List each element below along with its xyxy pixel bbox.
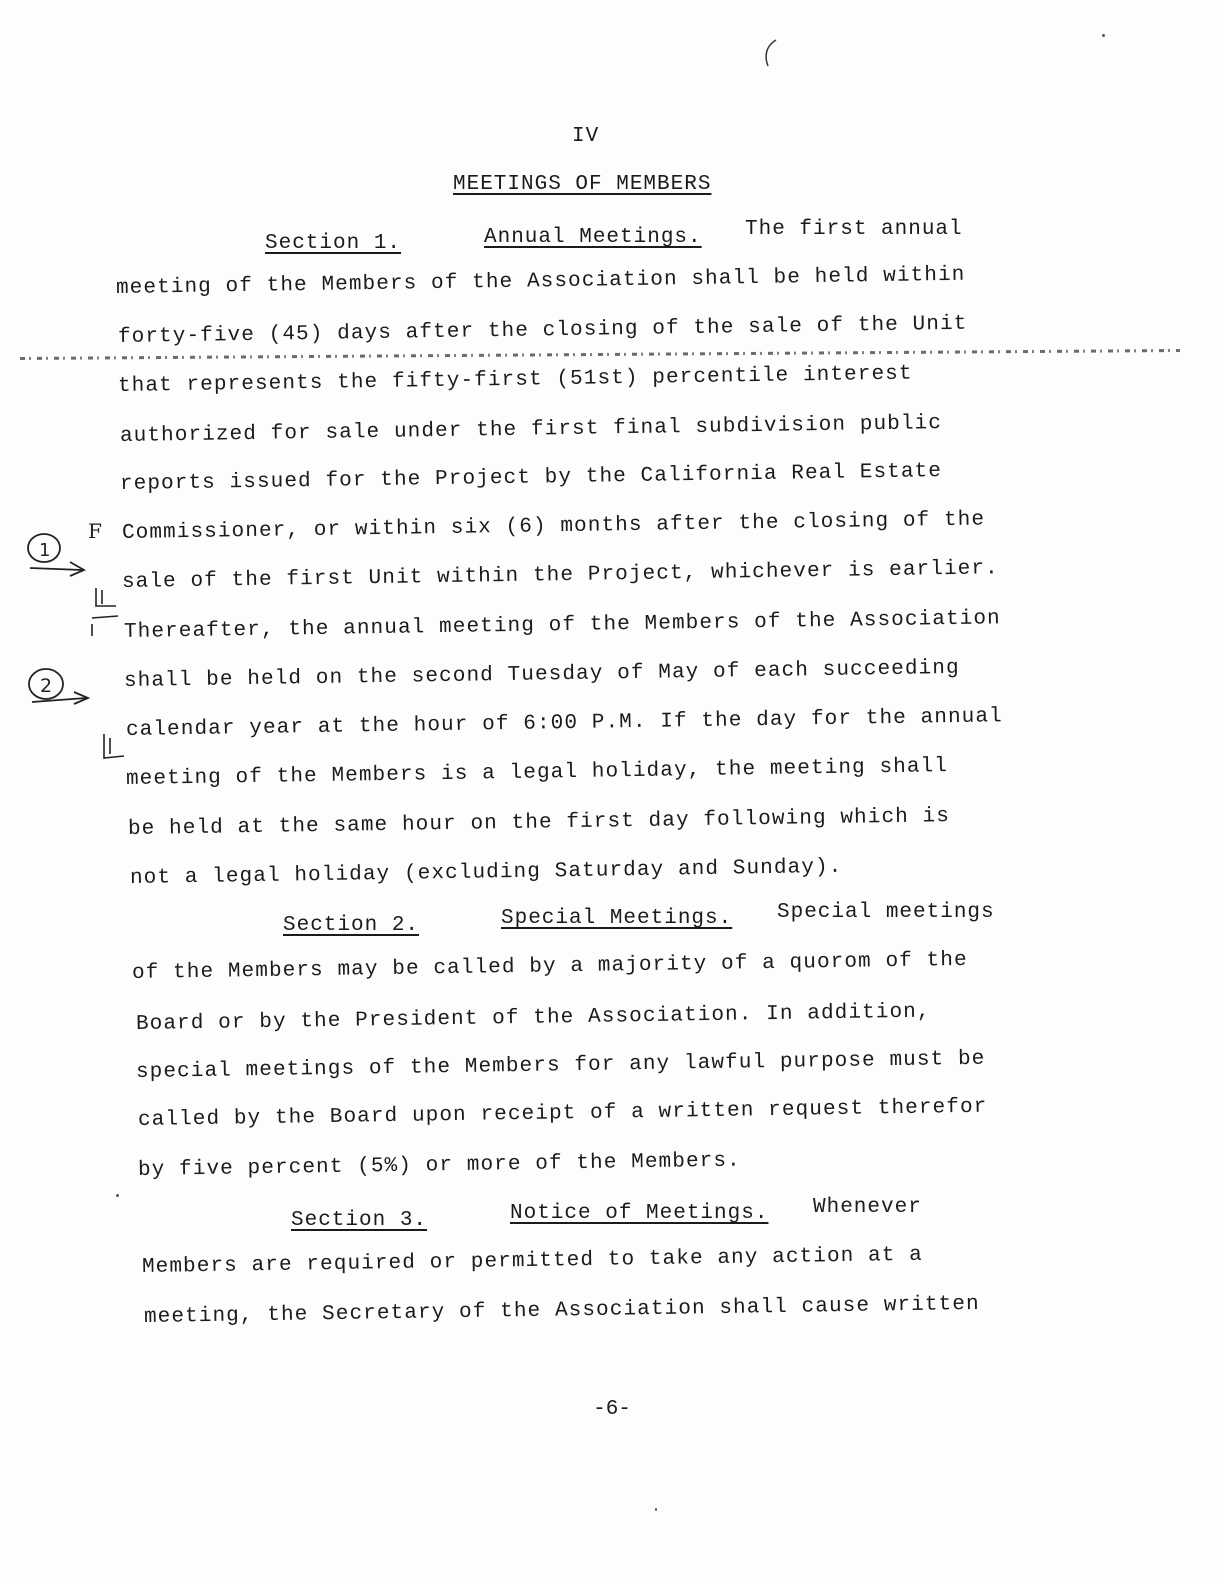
section-1-line: be held at the same hour on the first day following which is <box>127 805 951 841</box>
section-3-title: Notice of Meetings. <box>510 1202 769 1225</box>
flag-f-top: F <box>88 519 102 543</box>
section-1-line: that represents the fifty-first (51st) percentile interest <box>117 362 913 398</box>
section-1-line: calendar year at the hour of 6:00 P.M. If the day for the annual <box>125 705 1004 742</box>
section-1-line: Commissioner, or within six (6) months after the closing of the <box>121 508 986 545</box>
marker-1-text: 1 <box>39 540 51 561</box>
section-2-line: special meetings of the Members for any lawful purpose must be <box>135 1047 986 1084</box>
section-3-line: meeting, the Secretary of the Association shall cause written <box>143 1292 980 1329</box>
flag-l-text: L <box>100 605 101 606</box>
page-number: -6- <box>593 1398 631 1421</box>
section-1-line: authorized for sale under the first final subdivision public <box>119 412 943 448</box>
section-1-line: meeting of the Members of the Association shall be held within <box>115 263 966 300</box>
section-1-line: not a legal holiday (excluding Saturday and Sunday). <box>129 855 843 890</box>
section-3-label: Section 3. <box>291 1209 428 1232</box>
section-2-line: by five percent (5%) or more of the Members. <box>137 1149 741 1182</box>
bracket-mark <box>766 40 776 66</box>
section-2-title: Special Meetings. <box>501 907 733 930</box>
arrow-1-icon <box>30 562 84 576</box>
section-1-lead: The first annual <box>745 218 963 241</box>
section-1-line: reports issued for the Project by the California Real Estate <box>119 460 943 496</box>
section-2-line: Board or by the President of the Association. In addition, <box>135 1000 931 1036</box>
section-1-line: forty-five (45) days after the closing of the sale of the Unit <box>117 312 968 349</box>
section-3-line: Members are required or permitted to take any action at a <box>141 1243 924 1279</box>
flag-l-mark <box>96 588 116 606</box>
section-1-title: Annual Meetings. <box>484 226 702 249</box>
section-2-line: called by the Board upon receipt of a written request therefor <box>137 1095 988 1132</box>
section-2-lead: Special meetings <box>777 901 995 924</box>
marker-2-text: 2 <box>40 675 53 697</box>
section-1-line: shall be held on the second Tuesday of May of each succeeding <box>123 656 960 693</box>
section-1-line: Thereafter, the annual meeting of the Members of the Association <box>123 607 1002 644</box>
chapter-title: MEETINGS OF MEMBERS <box>453 173 712 196</box>
section-1-line: meeting of the Members is a legal holiday, the meeting shall <box>125 755 949 791</box>
section-2-line: of the Members may be called by a majority of a quorom of the <box>131 948 968 985</box>
section-2-label: Section 2. <box>283 914 420 937</box>
section-1-line: sale of the first Unit within the Project, whichever is earlier. <box>121 557 1000 594</box>
section-1-label: Section 1. <box>265 232 402 255</box>
flag-f-mark <box>92 616 118 636</box>
chapter-numeral: IV <box>572 125 600 148</box>
section-3-lead: Whenever <box>813 1196 922 1219</box>
flag-l-mark-2 <box>104 734 124 758</box>
